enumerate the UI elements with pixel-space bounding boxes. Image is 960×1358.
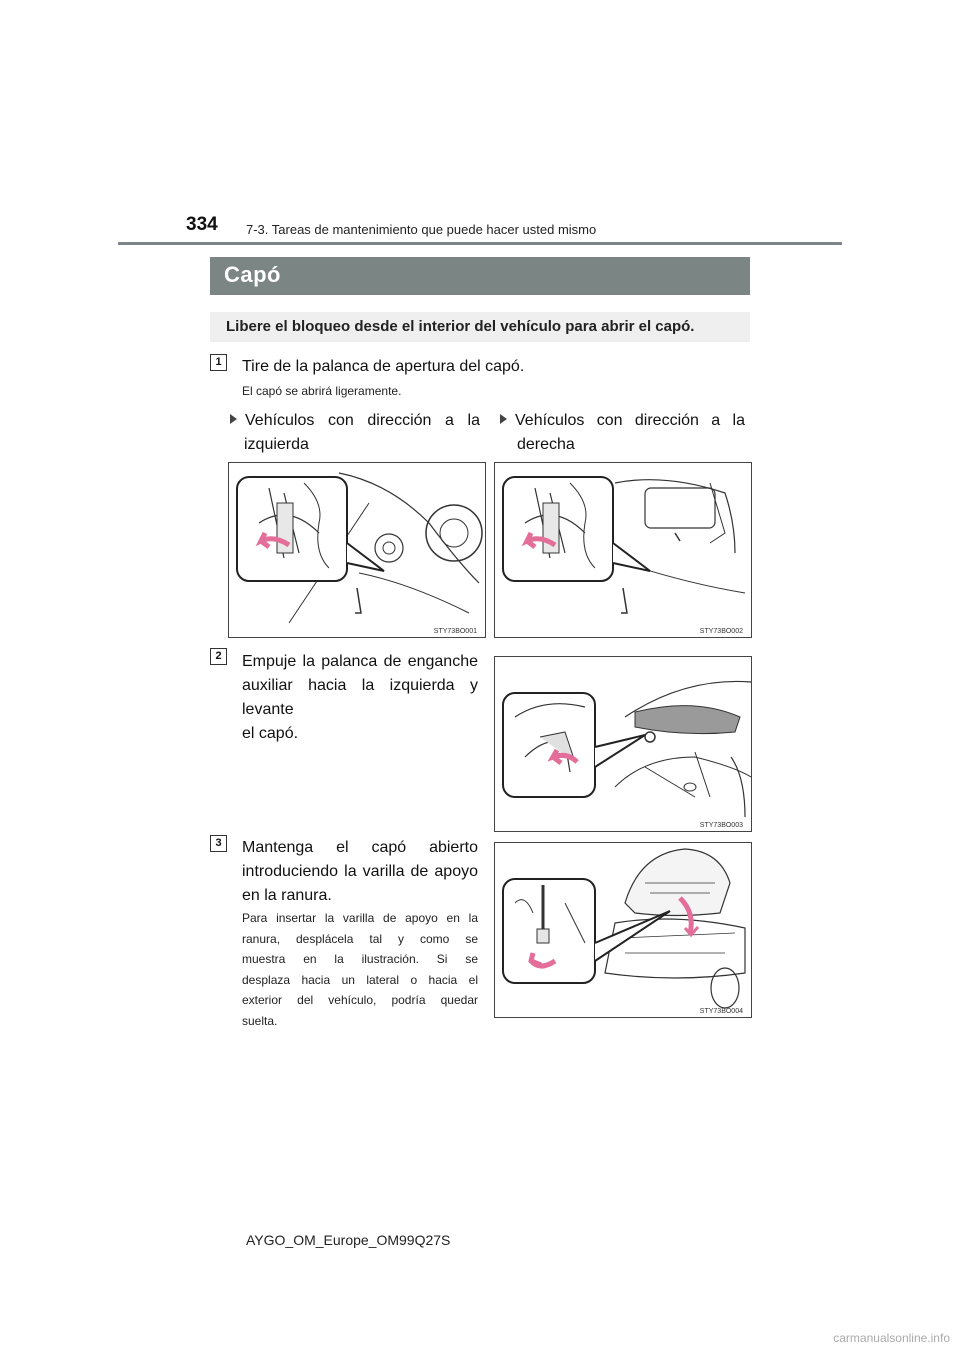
- section-title: Capó: [224, 262, 281, 287]
- step-number-1: 1: [210, 354, 227, 371]
- variant-left-label: Vehículos con dirección a la izquierda: [230, 409, 480, 457]
- figure-code: STY73BO004: [699, 1008, 743, 1015]
- variant-right-label: Vehículos con dirección a la derecha: [500, 409, 745, 457]
- page-number: 334: [186, 214, 218, 235]
- hood-lever-illustration: [495, 463, 751, 637]
- hood-lever-illustration: [229, 463, 485, 637]
- auxiliary-catch-illustration: [495, 657, 751, 831]
- figure-code: STY73BO003: [699, 822, 743, 829]
- figure-hood-lever-left-hand-drive: [228, 462, 486, 638]
- step-3-text: Mantenga el capó abierto introduciendo la varilla de apoyo en la ranura.: [242, 839, 478, 904]
- header-divider: [118, 242, 842, 245]
- section-title-bar: [210, 257, 750, 295]
- watermark: carmanualsonline.info: [833, 1331, 950, 1345]
- step-1-text: Tire de la palanca de apertura del capó.: [242, 358, 525, 375]
- figure-auxiliary-catch: [494, 656, 752, 832]
- figure-hood-lever-right-hand-drive: [494, 462, 752, 638]
- step-number-2: 2: [210, 648, 227, 665]
- triangle-bullet-icon: [500, 414, 507, 424]
- chapter-title: 7-3. Tareas de mantenimiento que puede hacer usted mismo: [246, 222, 597, 237]
- support-rod-illustration: [495, 843, 751, 1017]
- step-3-note: Para insertar la varilla de apoyo en la ranura, desplácela tal y como se muestra en la ilustración. Si se desplaza hacia un lateral o hacia el exterior del vehículo, podría quedar suelta.: [242, 911, 478, 1028]
- triangle-bullet-icon: [230, 414, 237, 424]
- step-2-text: Empuje la palanca de enganche auxiliar hacia la izquierda y levante el capó.: [242, 653, 478, 742]
- figure-support-rod: [494, 842, 752, 1018]
- figure-code: STY73BO002: [699, 628, 743, 635]
- figure-code: STY73BO001: [433, 628, 477, 635]
- manual-id: AYGO_OM_Europe_OM99Q27S: [246, 1232, 451, 1248]
- summary-text: Libere el bloqueo desde el interior del vehículo para abrir el capó.: [226, 318, 695, 335]
- step-1-note: El capó se abrirá ligeramente.: [242, 384, 402, 398]
- step-number-3: 3: [210, 835, 227, 852]
